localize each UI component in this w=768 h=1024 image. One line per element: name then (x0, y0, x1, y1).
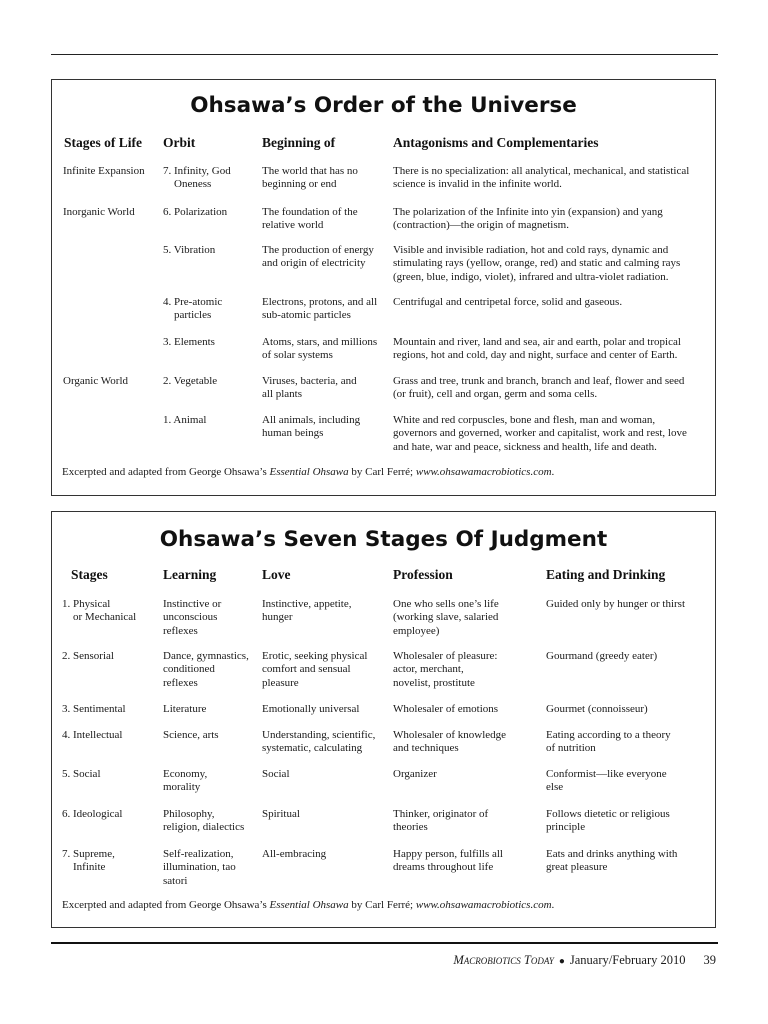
table-cell-profession: Thinker, originator of theories (393, 808, 489, 834)
order-title: Ohsawa’s Order of the Universe (190, 93, 577, 118)
table-cell-love: Emotionally universal (262, 703, 360, 715)
table-cell-learning: Self-realization, illumination, tao satori (163, 848, 236, 887)
header-antagonisms: Antagonisms and Complementaries (393, 135, 599, 150)
table-cell-beginning-of: All animals, including human beings (262, 414, 361, 440)
table-cell-stage: 5. Social (62, 768, 101, 780)
table-cell-learning: Philosophy, religion, dialectics (163, 808, 245, 834)
table-cell-love: Understanding, scientific, systematic, calculating (262, 729, 376, 755)
header-orbit: Orbit (163, 135, 196, 150)
magazine-name: Macrobiotics Today (453, 953, 554, 967)
table-cell-stage: 4. Intellectual (62, 729, 123, 741)
table-cell-orbit: 2. Vegetable (163, 375, 218, 387)
table-cell-stage: 3. Sentimental (62, 703, 126, 715)
table-cell-beginning-of: Viruses, bacteria, and all plants (262, 375, 357, 401)
table-cell-antagonisms: There is no specialization: all analytical, mechanical, and statistical science is invalid in the infinite world. (393, 165, 690, 191)
table-cell-eating-drinking: Eats and drinks anything with great pleasure (546, 848, 678, 874)
table-cell-profession: Organizer (393, 768, 437, 780)
header-beginning-of: Beginning of (262, 135, 336, 150)
table-cell-antagonisms: Mountain and river, land and sea, air and earth, polar and tropical regions, hot and cold, day and night, surface and center of Earth. (393, 336, 681, 362)
judgment-footnote: Excerpted and adapted from George Ohsawa’s Essential Ohsawa by Carl Ferré; www.ohsawamacrobiotics.com. (62, 899, 555, 911)
table-cell-stage: 2. Sensorial (62, 650, 114, 662)
table-cell-profession: Wholesaler of pleasure: actor, merchant, novelist, prostitute (393, 650, 498, 689)
table-cell-learning: Literature (163, 703, 207, 715)
table-cell-antagonisms: Visible and invisible radiation, hot and cold rays, dynamic and stimulating rays (yellow, orange, red) and static and calming rays (green, blue, indigo, violet), infrared and ultra-violet radiation. (393, 244, 681, 283)
header-stages-of-life: Stages of Life (64, 135, 142, 150)
table-cell-stage-of-life: Inorganic World (63, 206, 135, 218)
seven-stages-box (51, 511, 716, 928)
page-number: 39 (703, 953, 716, 967)
table-cell-eating-drinking: Gourmet (connoisseur) (546, 703, 648, 715)
table-cell-profession: Happy person, fulfills all dreams throughout life (393, 848, 503, 874)
table-cell-learning: Economy, morality (163, 768, 208, 794)
table-cell-love: Erotic, seeking physical comfort and sensual pleasure (262, 650, 368, 689)
table-cell-eating-drinking: Eating according to a theory of nutrition (546, 729, 671, 755)
table-cell-beginning-of: The world that has no beginning or end (262, 165, 358, 191)
table-cell-eating-drinking: Guided only by hunger or thirst (546, 598, 686, 610)
header-love: Love (262, 567, 291, 582)
table-cell-stage: 6. Ideological (62, 808, 123, 820)
table-cell-stage: 7. Supreme, Infinite (62, 848, 115, 874)
table-cell-profession: Wholesaler of knowledge and techniques (393, 729, 507, 755)
header-learning: Learning (163, 567, 217, 582)
header-profession: Profession (393, 567, 453, 582)
table-cell-beginning-of: The foundation of the relative world (262, 206, 358, 232)
table-cell-orbit: 7. Infinity, God Oneness (163, 165, 231, 191)
table-cell-beginning-of: The production of energy and origin of electricity (262, 244, 374, 270)
table-cell-eating-drinking: Follows dietetic or religious principle (546, 808, 670, 834)
issue-date: January/February 2010 (569, 953, 686, 967)
table-cell-orbit: 6. Polarization (163, 206, 228, 218)
bottom-rule (51, 942, 718, 944)
table-cell-antagonisms: White and red corpuscles, bone and flesh, man and woman, governors and governed, worker and capitalist, work and rest, love and hate, war and peace, sickness and health, life and death. (393, 414, 687, 453)
table-cell-love: Spiritual (262, 808, 300, 820)
table-cell-love: All-embracing (262, 848, 327, 860)
table-cell-antagonisms: Centrifugal and centripetal force, solid and gaseous. (393, 296, 623, 308)
table-cell-stage-of-life: Organic World (63, 375, 129, 387)
table-cell-love: Social (262, 768, 290, 780)
page-footer (453, 953, 716, 968)
top-rule (51, 54, 718, 55)
header-eating-drinking: Eating and Drinking (546, 567, 666, 582)
table-cell-profession: Wholesaler of emotions (393, 703, 499, 715)
order-footnote: Excerpted and adapted from George Ohsawa’s Essential Ohsawa by Carl Ferré; www.ohsawamacrobiotics.com. (62, 466, 555, 478)
table-cell-learning: Instinctive or unconscious reflexes (163, 598, 222, 637)
table-cell-profession: One who sells one’s life (working slave, salaried employee) (393, 598, 499, 637)
table-cell-beginning-of: Atoms, stars, and millions of solar systems (262, 336, 378, 362)
table-cell-orbit: 1. Animal (163, 414, 207, 426)
table-cell-learning: Science, arts (163, 729, 219, 741)
table-cell-learning: Dance, gymnastics, conditioned reflexes (163, 650, 249, 689)
table-cell-antagonisms: The polarization of the Infinite into yin (expansion) and yang (contraction)—the origin of magnetism. (393, 206, 663, 232)
table-cell-eating-drinking: Conformist—like everyone else (546, 768, 667, 794)
table-cell-antagonisms: Grass and tree, trunk and branch, branch and leaf, flower and seed (or fruit), cell and organ, germ and soma cells. (393, 375, 685, 401)
table-cell-orbit: 3. Elements (163, 336, 215, 348)
bullet-icon: ● (558, 956, 565, 967)
table-cell-eating-drinking: Gourmand (greedy eater) (546, 650, 658, 662)
table-cell-orbit: 5. Vibration (163, 244, 216, 256)
table-cell-stage-of-life: Infinite Expansion (63, 165, 145, 177)
table-cell-orbit: 4. Pre-atomic particles (163, 296, 223, 322)
judgment-title: Ohsawa’s Seven Stages Of Judgment (159, 527, 608, 552)
table-cell-beginning-of: Electrons, protons, and all sub-atomic particles (262, 296, 378, 322)
order-of-universe-box (51, 79, 716, 496)
table-cell-love: Instinctive, appetite, hunger (262, 598, 352, 624)
table-cell-stage: 1. Physical or Mechanical (62, 598, 137, 624)
header-stages: Stages (71, 567, 108, 582)
